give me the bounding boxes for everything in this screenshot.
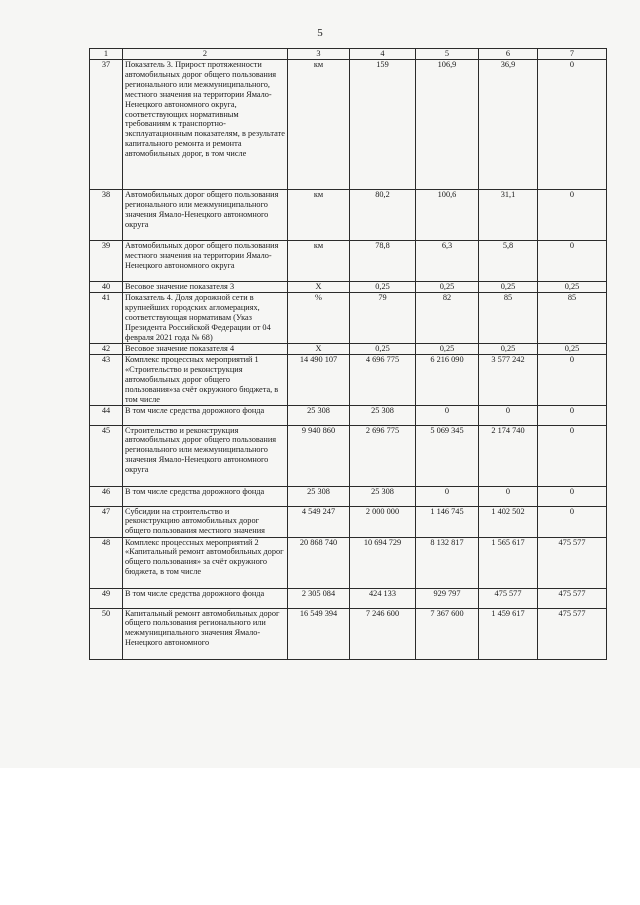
header-cell: 6	[479, 49, 538, 60]
column-3-cell: 20 868 740	[288, 537, 350, 588]
indicator-name-cell: Субсидии на строительство и реконструкцию автомобильных дорог общего пользования местного значения	[123, 506, 288, 537]
column-6-cell: 0,25	[479, 282, 538, 293]
column-5-cell: 0	[416, 486, 479, 506]
indicator-name-cell: В том числе средства дорожного фонда	[123, 588, 288, 608]
column-3-cell: 25 308	[288, 486, 350, 506]
row-number-cell: 39	[90, 241, 123, 282]
column-3-cell: 4 549 247	[288, 506, 350, 537]
table-row	[90, 588, 607, 608]
row-number-cell: 40	[90, 282, 123, 293]
row-number-cell: 45	[90, 425, 123, 486]
table-row	[90, 355, 607, 406]
column-5-cell: 5 069 345	[416, 425, 479, 486]
column-6-cell: 0	[479, 486, 538, 506]
column-5-cell: 929 797	[416, 588, 479, 608]
indicator-name-cell: Показатель 3. Прирост протяженности автомобильных дорог общего пользования регионального или межмуниципального, местного значения на территории Ямало-Ненецкого автономного округа, соответствующих нормативным требованиям к транспортно-эксплуатационным показателям, в результате капитального ремонта и ремонта автомобильных дорог, в том числе	[123, 60, 288, 190]
column-5-cell: 0	[416, 405, 479, 425]
header-cell: 2	[123, 49, 288, 60]
column-7-cell: 475 577	[538, 608, 607, 659]
column-6-cell: 1 565 617	[479, 537, 538, 588]
column-5-cell: 7 367 600	[416, 608, 479, 659]
row-number-cell: 46	[90, 486, 123, 506]
column-3-cell: 9 940 860	[288, 425, 350, 486]
table-row	[90, 405, 607, 425]
table-row	[90, 190, 607, 241]
column-6-cell: 475 577	[479, 588, 538, 608]
column-7-cell: 0	[538, 355, 607, 406]
indicator-name-cell: Весовое значение показателя 3	[123, 282, 288, 293]
column-4-cell: 4 696 775	[350, 355, 416, 406]
column-6-cell: 3 577 242	[479, 355, 538, 406]
row-number-cell: 48	[90, 537, 123, 588]
column-6-cell: 36,9	[479, 60, 538, 190]
column-4-cell: 10 694 729	[350, 537, 416, 588]
column-7-cell: 0	[538, 60, 607, 190]
column-4-cell: 2 000 000	[350, 506, 416, 537]
column-5-cell: 1 146 745	[416, 506, 479, 537]
column-4-cell: 25 308	[350, 405, 416, 425]
row-number-cell: 37	[90, 60, 123, 190]
column-4-cell: 159	[350, 60, 416, 190]
column-7-cell: 0,25	[538, 282, 607, 293]
indicator-name-cell: Строительство и реконструкция автомобильных дорог общего пользования регионального или межмуниципального значения Ямало-Ненецкого автономного округа	[123, 425, 288, 486]
column-3-cell: Х	[288, 282, 350, 293]
column-5-cell: 6 216 090	[416, 355, 479, 406]
indicator-name-cell: Комплекс процессных мероприятий 1 «Строительство и реконструкция автомобильных дорог общего пользования»за счёт окружного бюджета, в том числе	[123, 355, 288, 406]
row-number-cell: 41	[90, 293, 123, 344]
row-number-cell: 50	[90, 608, 123, 659]
data-table	[89, 48, 607, 660]
column-3-cell: 25 308	[288, 405, 350, 425]
table-row	[90, 241, 607, 282]
column-5-cell: 82	[416, 293, 479, 344]
column-4-cell: 79	[350, 293, 416, 344]
indicator-name-cell: Весовое значение показателя 4	[123, 344, 288, 355]
column-7-cell: 475 577	[538, 588, 607, 608]
indicator-name-cell: Показатель 4. Доля дорожной сети в крупнейших городских агломерациях, соответствующая нормативам (Указ Президента Российской Федерации от 04 февраля 2021 года № 68)	[123, 293, 288, 344]
column-5-cell: 0,25	[416, 282, 479, 293]
column-3-cell: км	[288, 241, 350, 282]
column-7-cell: 0,25	[538, 344, 607, 355]
column-3-cell: км	[288, 60, 350, 190]
column-7-cell: 0	[538, 405, 607, 425]
column-5-cell: 106,9	[416, 60, 479, 190]
table-row	[90, 537, 607, 588]
indicator-name-cell: Капитальный ремонт автомобильных дорог общего пользования регионального или межмуниципального значения Ямало-Ненецкого автономного	[123, 608, 288, 659]
column-7-cell: 475 577	[538, 537, 607, 588]
indicator-name-cell: Автомобильных дорог общего пользования регионального или межмуниципального значения Ямало-Ненецкого автономного округа	[123, 190, 288, 241]
header-cell: 4	[350, 49, 416, 60]
column-4-cell: 25 308	[350, 486, 416, 506]
column-3-cell: 2 305 084	[288, 588, 350, 608]
indicator-name-cell: В том числе средства дорожного фонда	[123, 486, 288, 506]
column-4-cell: 78,8	[350, 241, 416, 282]
row-number-cell: 49	[90, 588, 123, 608]
column-6-cell: 0	[479, 405, 538, 425]
page-number: 5	[317, 27, 323, 39]
table-row	[90, 506, 607, 537]
column-5-cell: 6,3	[416, 241, 479, 282]
table-row	[90, 608, 607, 659]
header-cell: 1	[90, 49, 123, 60]
column-3-cell: 14 490 107	[288, 355, 350, 406]
column-4-cell: 7 246 600	[350, 608, 416, 659]
column-4-cell: 2 696 775	[350, 425, 416, 486]
column-3-cell: 16 549 394	[288, 608, 350, 659]
row-number-cell: 43	[90, 355, 123, 406]
indicator-name-cell: Автомобильных дорог общего пользования местного значения на территории Ямало-Ненецкого автономного округа	[123, 241, 288, 282]
row-number-cell: 47	[90, 506, 123, 537]
column-6-cell: 0,25	[479, 344, 538, 355]
column-7-cell: 85	[538, 293, 607, 344]
header-cell: 3	[288, 49, 350, 60]
row-number-cell: 44	[90, 405, 123, 425]
column-5-cell: 8 132 817	[416, 537, 479, 588]
column-3-cell: км	[288, 190, 350, 241]
header-cell: 5	[416, 49, 479, 60]
column-6-cell: 85	[479, 293, 538, 344]
table-header-row	[90, 49, 607, 60]
column-7-cell: 0	[538, 190, 607, 241]
column-7-cell: 0	[538, 425, 607, 486]
header-cell: 7	[538, 49, 607, 60]
column-4-cell: 0,25	[350, 344, 416, 355]
row-number-cell: 42	[90, 344, 123, 355]
column-3-cell: Х	[288, 344, 350, 355]
table-row	[90, 282, 607, 293]
table-row	[90, 60, 607, 190]
column-5-cell: 0,25	[416, 344, 479, 355]
table-row	[90, 425, 607, 486]
column-7-cell: 0	[538, 506, 607, 537]
column-6-cell: 2 174 740	[479, 425, 538, 486]
column-5-cell: 100,6	[416, 190, 479, 241]
row-number-cell: 38	[90, 190, 123, 241]
column-3-cell: %	[288, 293, 350, 344]
column-6-cell: 1 459 617	[479, 608, 538, 659]
column-7-cell: 0	[538, 486, 607, 506]
column-6-cell: 1 402 502	[479, 506, 538, 537]
indicator-name-cell: Комплекс процессных мероприятий 2 «Капитальный ремонт автомобильных дорог общего пользования» за счёт окружного бюджета, в том числе	[123, 537, 288, 588]
column-4-cell: 0,25	[350, 282, 416, 293]
column-4-cell: 424 133	[350, 588, 416, 608]
table-row	[90, 344, 607, 355]
column-4-cell: 80,2	[350, 190, 416, 241]
table-row	[90, 486, 607, 506]
indicator-name-cell: В том числе средства дорожного фонда	[123, 405, 288, 425]
table-row	[90, 293, 607, 344]
column-6-cell: 31,1	[479, 190, 538, 241]
column-7-cell: 0	[538, 241, 607, 282]
column-6-cell: 5,8	[479, 241, 538, 282]
